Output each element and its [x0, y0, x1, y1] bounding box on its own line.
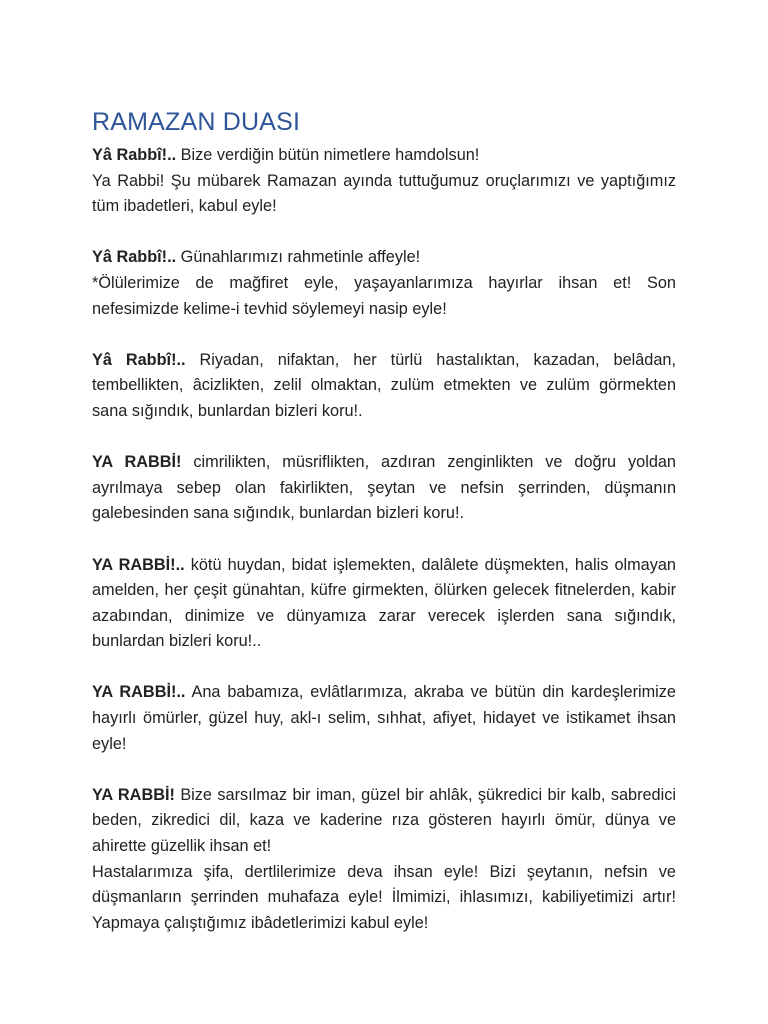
prayer-paragraph: [92, 143, 676, 220]
prayer-lead: Yâ Rabbî!..: [92, 350, 186, 369]
prayer-paragraph: [92, 553, 676, 655]
prayer-text: Bize sarsılmaz bir iman, güzel bir ahlâk, şükredici bir kalb, sabredici beden, zikredici dil, kaza ve kaderine rıza gösteren hayırlı ömür, dünya ve ahirette güzellik ihsan et!: [92, 785, 676, 856]
prayer-lead: YA RABBİ!: [92, 453, 182, 472]
prayer-paragraph: [92, 348, 676, 425]
prayer-text: Ana babamıza, evlâtlarımıza, akraba ve bütün din kardeşlerimize hayırlı ömürler, güzel huy, akl-ı selim, sıhhat, afiyet, hidayet ve istikamet ihsan eyle!: [92, 683, 676, 753]
prayer-text: Günahlarımızı rahmetinle affeyle!: [176, 248, 421, 267]
prayer-paragraph: [92, 245, 676, 322]
prayer-lead: Yâ Rabbî!..: [92, 146, 177, 164]
document-title: RAMAZAN DUASI: [92, 108, 301, 136]
prayer-paragraph: [92, 680, 676, 757]
prayer-lead: YA RABBİ!..: [92, 683, 186, 702]
prayer-lead: YA RABBİ!..: [92, 555, 185, 574]
prayer-text: Hastalarımıza şifa, dertlilerimize deva ihsan eyle! Bizi şeytanın, nefsin ve düşmanların şerrinden muhafaza eyle! İlmimizi, ihlasımızı, kabiliyetimizi artır! Yapmaya çalıştığımız ibâdetlerimizi kabul eyle!: [92, 862, 676, 932]
prayer-lead: Yâ Rabbî!..: [92, 248, 177, 267]
prayer-text: Riyadan, nifaktan, her türlü hastalıktan, kazadan, belâdan, tembellikten, âcizlikten, zelil olmaktan, zulüm etmekten ve zulüm görmekten sana sığındık, bunlardan bizleri koru!.: [92, 350, 676, 420]
prayer-text: *Ölülerimize de mağfiret eyle, yaşayanlarımıza hayırlar ihsan et! Son nefesimizde kelime-i tevhid söylemeyi nasip eyle!: [92, 273, 676, 318]
prayer-text: kötü huydan, bidat işlemekten, dalâlete düşmekten, halis olmayan amelden, her çeşit günahtan, küfre girmekten, ölürken gelecek fitnelerden, kabir azabından, dinimize ve dünyamıza zarar verecek işlerden sana sığındık, bunlardan bizleri koru!..: [92, 555, 676, 651]
prayer-paragraph: [92, 450, 676, 527]
prayer-text: cimrilikten, müsriflikten, azdıran zenginlikten ve doğru yoldan ayrılmaya sebep olan fakirlikten, şeytan ve nefsin şerrinden, düşmanın galebesinden sana sığındık, bunlardan bizleri koru!.: [92, 453, 676, 523]
prayer-text: Ya Rabbi! Şu mübarek Ramazan ayında tuttuğumuz oruçlarımızı ve yaptığımız tüm ibadetleri, kabul eyle!: [92, 171, 676, 216]
prayer-lead: YA RABBİ!: [92, 785, 175, 804]
prayer-text: Bize verdiğin bütün nimetlere hamdolsun!: [176, 146, 480, 164]
prayer-paragraph: [92, 783, 676, 937]
